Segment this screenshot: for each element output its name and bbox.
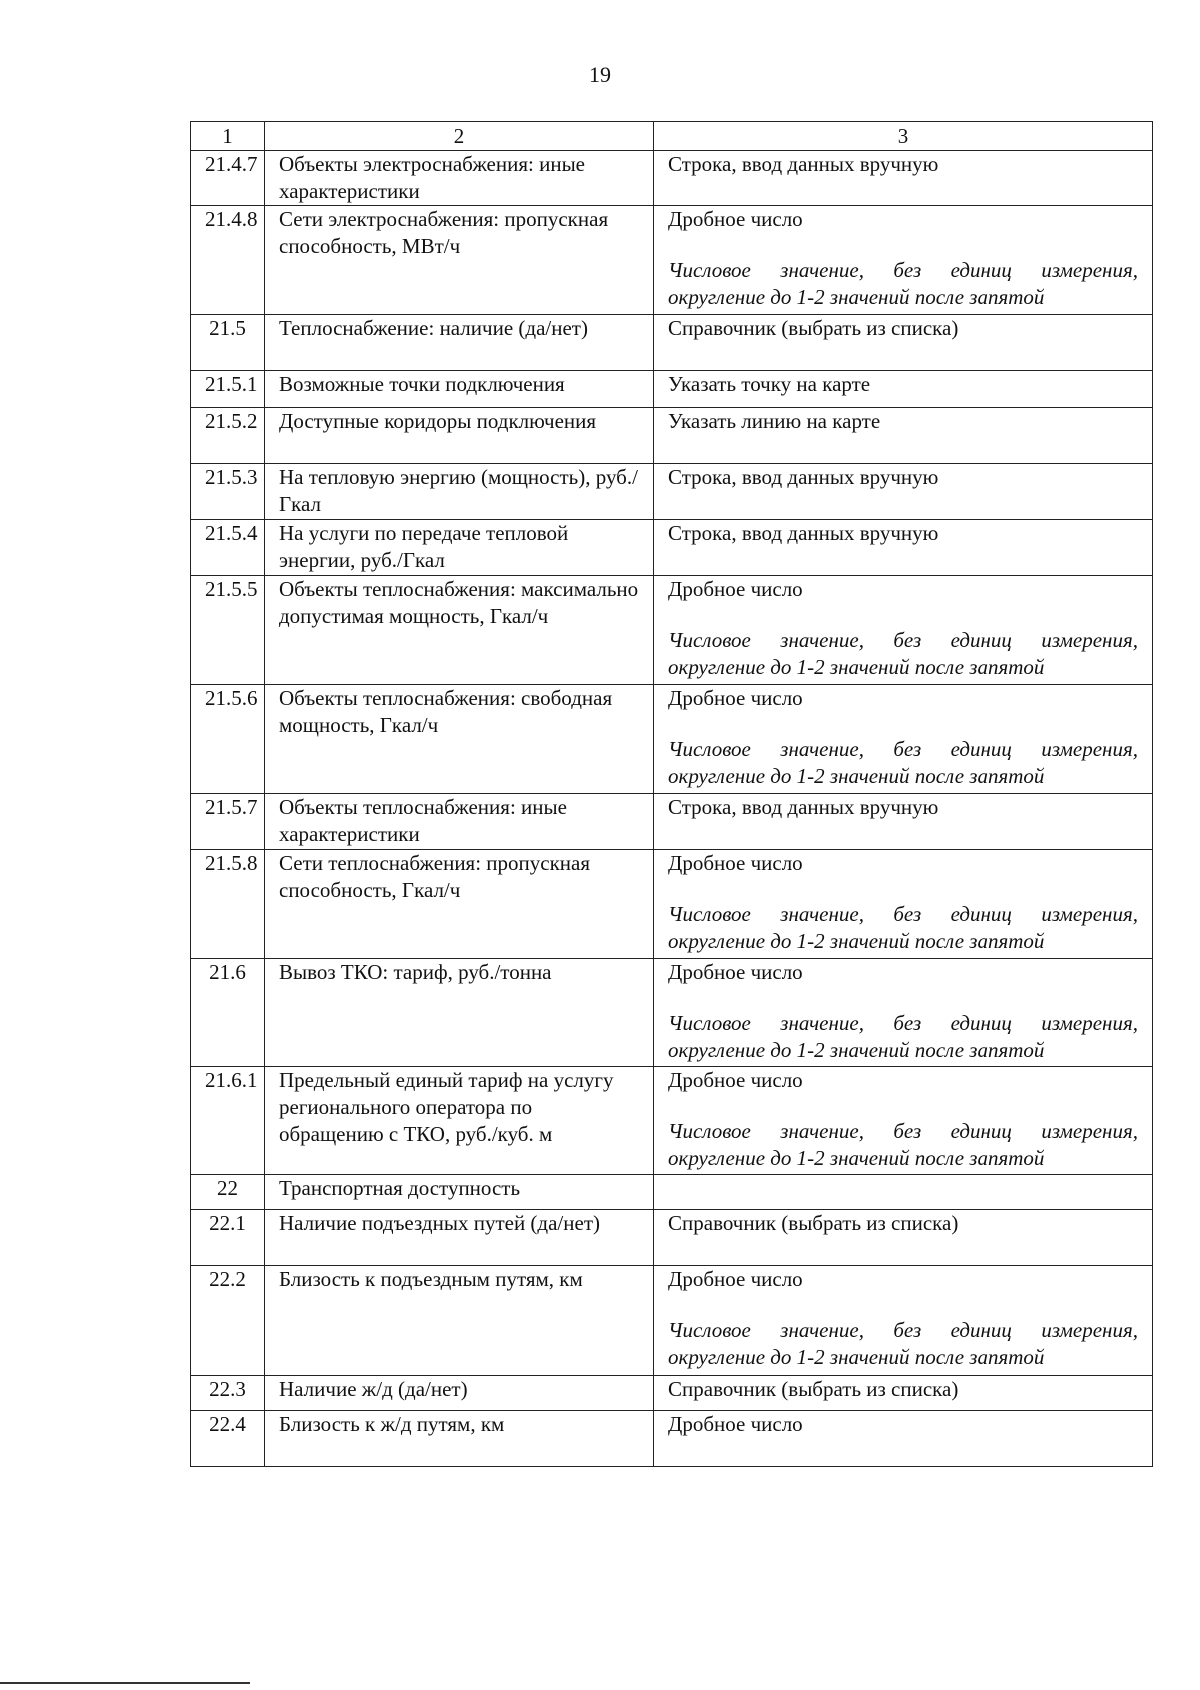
row-number: 21.5.8	[191, 850, 265, 959]
row-field-type	[654, 1175, 1153, 1210]
row-field-type	[654, 1266, 1153, 1376]
row-field-type	[654, 1210, 1153, 1266]
table-row	[191, 315, 1153, 371]
table-row	[191, 1266, 1153, 1376]
row-description: Вывоз ТКО: тариф, руб./тонна	[265, 959, 654, 1067]
field-type-note: Числовое значение, без единиц измерения, округление до 1-2 значений после запятой	[668, 1318, 1138, 1369]
row-description: Объекты электроснабжения: иные характеристики	[265, 151, 654, 206]
table-row	[191, 371, 1153, 408]
field-type-label: Справочник (выбрать из списка)	[668, 1211, 959, 1235]
table-row	[191, 1210, 1153, 1266]
row-description: На услуги по передаче тепловой энергии, руб./Гкал	[265, 520, 654, 576]
row-description: Теплоснабжение: наличие (да/нет)	[265, 315, 654, 371]
field-type-label: Строка, ввод данных вручную	[668, 521, 939, 545]
row-field-type	[654, 1067, 1153, 1175]
row-number: 21.6	[191, 959, 265, 1067]
table-row	[191, 959, 1153, 1067]
row-description: Доступные коридоры подключения	[265, 408, 654, 464]
row-field-type	[654, 206, 1153, 315]
field-type-label: Дробное число	[668, 686, 803, 710]
row-description: Наличие подъездных путей (да/нет)	[265, 1210, 654, 1266]
field-type-label: Строка, ввод данных вручную	[668, 795, 939, 819]
field-type-note: Числовое значение, без единиц измерения, округление до 1-2 значений после запятой	[668, 628, 1138, 679]
field-type-label: Строка, ввод данных вручную	[668, 465, 939, 489]
row-description: Объекты теплоснабжения: максимально допустимая мощность, Гкал/ч	[265, 576, 654, 685]
row-field-type	[654, 959, 1153, 1067]
table-row	[191, 1411, 1153, 1467]
row-description: Транспортная доступность	[265, 1175, 654, 1210]
field-type-label: Указать точку на карте	[668, 372, 871, 396]
row-number: 21.5.5	[191, 576, 265, 685]
table-body	[191, 151, 1153, 1467]
row-number: 21.5.1	[191, 371, 265, 408]
field-type-note: Числовое значение, без единиц измерения, округление до 1-2 значений после запятой	[668, 902, 1138, 953]
row-number: 22.3	[191, 1376, 265, 1411]
table-row	[191, 685, 1153, 794]
row-number: 21.4.8	[191, 206, 265, 315]
row-field-type	[654, 850, 1153, 959]
table-row	[191, 464, 1153, 520]
row-description: Близость к ж/д путям, км	[265, 1411, 654, 1467]
row-description: Сети электроснабжения: пропускная способность, МВт/ч	[265, 206, 654, 315]
page-number: 19	[589, 62, 611, 87]
table-row	[191, 794, 1153, 850]
column-header-3: 3	[654, 122, 1153, 151]
row-field-type	[654, 371, 1153, 408]
row-number: 21.5	[191, 315, 265, 371]
row-field-type	[654, 1411, 1153, 1467]
row-field-type	[654, 1376, 1153, 1411]
field-type-label: Справочник (выбрать из списка)	[668, 316, 959, 340]
row-field-type	[654, 794, 1153, 850]
field-type-label: Строка, ввод данных вручную	[668, 152, 939, 176]
field-type-label: Дробное число	[668, 1412, 803, 1436]
field-type-label: Дробное число	[668, 577, 803, 601]
column-header-1: 1	[191, 122, 265, 151]
table-header-row	[191, 122, 1153, 151]
table-row	[191, 1376, 1153, 1411]
row-description: Близость к подъездным путям, км	[265, 1266, 654, 1376]
row-description: Предельный единый тариф на услугу регионального оператора по обращению с ТКО, руб./куб. м	[265, 1067, 654, 1175]
table-row	[191, 151, 1153, 206]
row-number: 21.5.7	[191, 794, 265, 850]
row-field-type	[654, 520, 1153, 576]
table-row	[191, 576, 1153, 685]
column-header-2: 2	[265, 122, 654, 151]
row-description: Возможные точки подключения	[265, 371, 654, 408]
field-type-label: Дробное число	[668, 1267, 803, 1291]
row-number: 22.1	[191, 1210, 265, 1266]
row-field-type	[654, 685, 1153, 794]
field-type-note: Числовое значение, без единиц измерения, округление до 1-2 значений после запятой	[668, 1119, 1138, 1170]
row-number: 21.4.7	[191, 151, 265, 206]
field-type-label: Указать линию на карте	[668, 409, 881, 433]
row-description: Наличие ж/д (да/нет)	[265, 1376, 654, 1411]
field-type-label: Дробное число	[668, 1068, 803, 1092]
attributes-table	[190, 121, 1153, 1467]
row-description: Объекты теплоснабжения: иные характеристики	[265, 794, 654, 850]
footer-rule	[0, 1682, 250, 1684]
row-number: 22	[191, 1175, 265, 1210]
field-type-note: Числовое значение, без единиц измерения, округление до 1-2 значений после запятой	[668, 1011, 1138, 1062]
row-field-type	[654, 315, 1153, 371]
table-row	[191, 1175, 1153, 1210]
table-row	[191, 206, 1153, 315]
row-number: 21.5.4	[191, 520, 265, 576]
field-type-label: Дробное число	[668, 207, 803, 231]
field-type-label: Дробное число	[668, 851, 803, 875]
row-number: 22.4	[191, 1411, 265, 1467]
row-number: 22.2	[191, 1266, 265, 1376]
field-type-label: Дробное число	[668, 960, 803, 984]
table-row	[191, 850, 1153, 959]
row-number: 21.6.1	[191, 1067, 265, 1175]
row-number: 21.5.2	[191, 408, 265, 464]
table-row	[191, 520, 1153, 576]
field-type-note: Числовое значение, без единиц измерения, округление до 1-2 значений после запятой	[668, 258, 1138, 309]
row-field-type	[654, 151, 1153, 206]
table-row	[191, 408, 1153, 464]
row-field-type	[654, 576, 1153, 685]
row-field-type	[654, 464, 1153, 520]
field-type-label: Справочник (выбрать из списка)	[668, 1377, 959, 1401]
row-number: 21.5.6	[191, 685, 265, 794]
row-field-type	[654, 408, 1153, 464]
field-type-note: Числовое значение, без единиц измерения, округление до 1-2 значений после запятой	[668, 737, 1138, 788]
row-description: Объекты теплоснабжения: свободная мощность, Гкал/ч	[265, 685, 654, 794]
row-description: На тепловую энергию (мощность), руб./Гкал	[265, 464, 654, 520]
table-row	[191, 1067, 1153, 1175]
row-number: 21.5.3	[191, 464, 265, 520]
row-description: Сети теплоснабжения: пропускная способность, Гкал/ч	[265, 850, 654, 959]
